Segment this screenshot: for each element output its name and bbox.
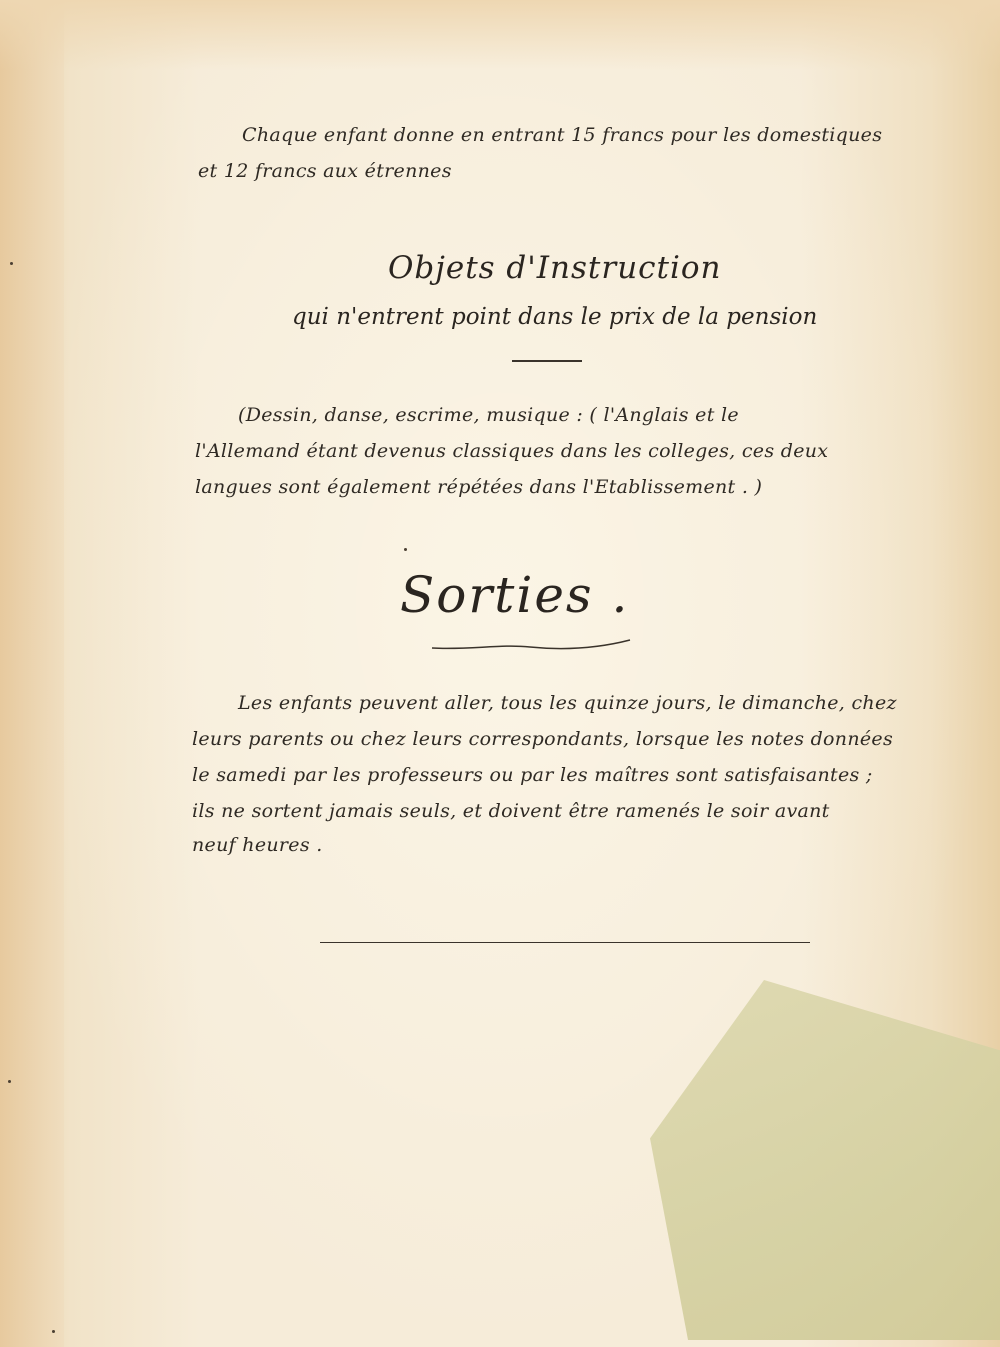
sorties-title: Sorties . — [400, 566, 630, 624]
fees-line-1: Chaque enfant donne en entrant 15 francs pour les domestiques — [242, 124, 883, 146]
sorties-flourish — [430, 636, 635, 656]
paper-edge-top — [0, 0, 1000, 70]
title-divider-short — [512, 360, 582, 362]
end-rule — [320, 942, 810, 943]
ink-speck — [8, 1080, 11, 1083]
fees-line-2: et 12 francs aux étrennes — [198, 160, 452, 182]
paper-sticker — [650, 980, 1000, 1340]
ink-speck — [52, 1330, 55, 1333]
objets-line-3: langues sont également répétées dans l'Etablissement . ) — [195, 476, 763, 498]
ink-speck — [404, 548, 407, 551]
objets-line-1: (Dessin, danse, escrime, musique : ( l'Anglais et le — [238, 404, 739, 426]
sorties-line-4: ils ne sortent jamais seuls, et doivent être ramenés le soir avant — [192, 800, 830, 822]
paper-edge-left — [0, 0, 64, 1347]
objets-line-2: l'Allemand étant devenus classiques dans les colleges, ces deux — [195, 440, 829, 462]
sorties-line-2: leurs parents ou chez leurs correspondants, lorsque les notes données — [192, 728, 893, 750]
sorties-line-5: neuf heures . — [192, 834, 323, 856]
sorties-line-1: Les enfants peuvent aller, tous les quinze jours, le dimanche, chez — [238, 692, 897, 714]
ink-speck — [10, 262, 13, 265]
objets-title: Objets d'Instruction — [388, 250, 722, 286]
objets-subtitle: qui n'entrent point dans le prix de la pension — [292, 304, 818, 330]
sorties-line-3: le samedi par les professeurs ou par les maîtres sont satisfaisantes ; — [192, 764, 873, 786]
